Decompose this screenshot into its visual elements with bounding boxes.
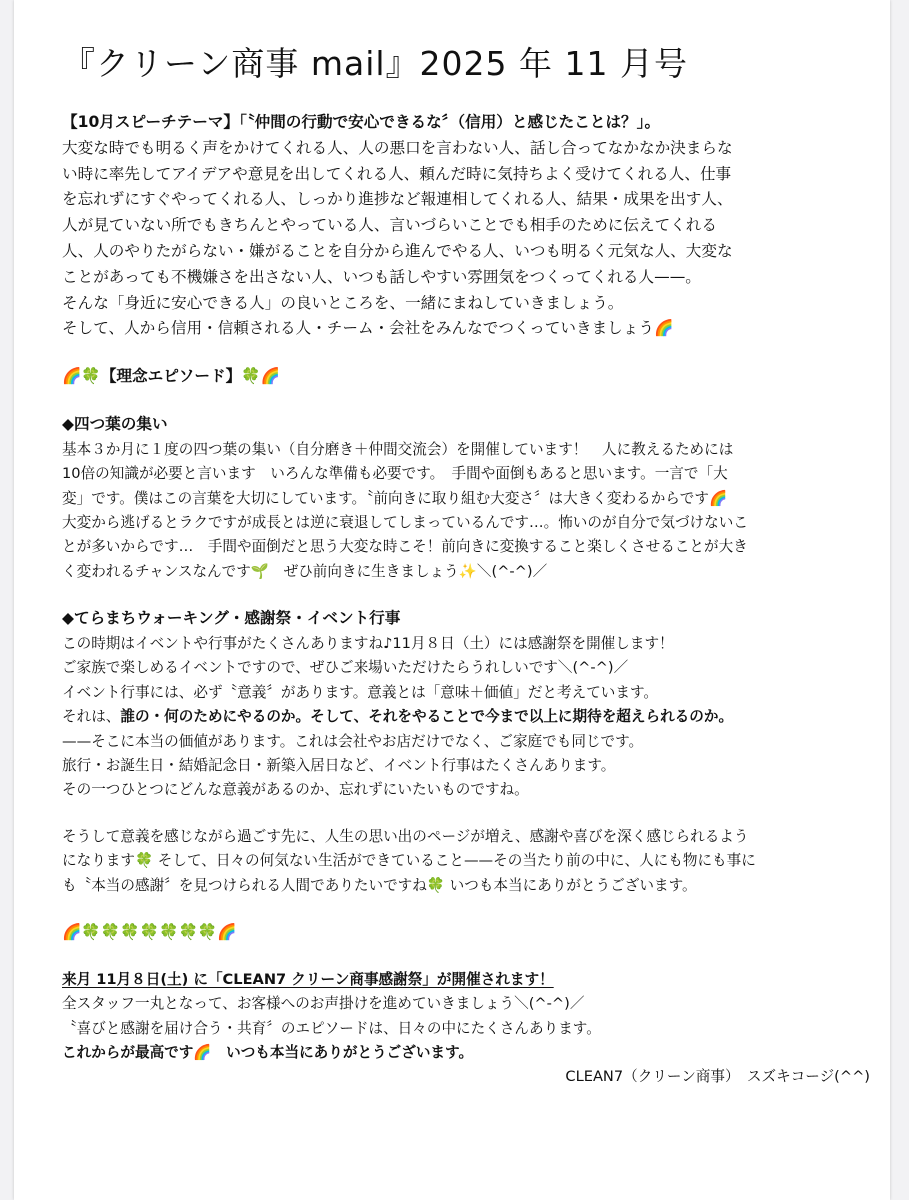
section-line: その一つひとつにどんな意義があるのか、忘れずにいたいものですね。: [62, 781, 529, 799]
section-line: 大変から逃げるとラクですが成長とは逆に衰退してしまっているんです…。怖いのが自分で気づけないこ: [62, 513, 748, 531]
section-line: く変われるチャンスなんです🌱 ぜひ前向きに生きましょう✨＼(^-^)／: [62, 562, 548, 580]
closing-line: これからが最高です🌈 いつも本当にありがとうございます。: [62, 1044, 474, 1062]
intro-line: い時に率先してアイデアや意見を出してくれる人、頼んだ時に気持ちよく受けてくれる人、仕事: [62, 164, 732, 183]
section-line-prefix: それは、: [62, 708, 121, 726]
episode-header: 🌈🍀【理念エピソード】🍀🌈: [62, 367, 281, 386]
section-line: この時期はイベントや行事がたくさんありますね♪11月８日（土）には感謝祭を開催します！: [62, 635, 674, 652]
announcement-line: 〝喜びと感謝を届け合う・共育〞のエピソードは、日々の中にたくさんあります。: [62, 1019, 601, 1037]
speech-theme: 【10月スピーチテーマ】「〝仲間の行動で安心できるな〞（信用）と感じたことは？」。: [62, 113, 661, 131]
intro-line: を忘れずにすぐやってくれる人、しっかり進捗など報連相してくれる人、結果・成果を出す人、: [62, 190, 733, 209]
section-line: ご家族で楽しめるイベントですので、ぜひご来場いただけたらうれしいです＼(^-^)／: [62, 659, 629, 677]
newsletter-page: [14, 0, 890, 1200]
section-line: 10倍の知識が必要と言います いろんな準備も必要です。 手間や面倒もあると思います。一言で「大: [62, 465, 728, 483]
section-events: [62, 606, 872, 803]
section-line: イベント行事には、必ず〝意義〞があります。意義とは「意味＋価値」だと考えています。: [62, 683, 659, 701]
section-line: 基本３か月に１度の四つ葉の集い（自分磨き＋仲間交流会）を開催しています！ 人に教えるためには: [62, 440, 734, 458]
section-line: ——そこに本当の価値があります。これは会社やお店だけでなく、ご家庭でも同じです。: [62, 732, 644, 750]
intro-line: 人が見ていない所でもきちんとやっている人、言いづらいことでも相手のために伝えてくれる: [62, 216, 717, 235]
announcement-headline: 来月 11月８日(土) に「CLEAN7 クリーン商事感謝祭」が開催されます！: [62, 970, 554, 988]
section-line: 変」です。僕はこの言葉を大切にしています。〝前向きに取り組む大変さ〞は大きく変わるからです🌈: [62, 489, 728, 507]
intro-line: そんな「身近に安心できる人」の良いところを、一緒にまねしていきましょう。: [62, 293, 624, 312]
section-gratitude: [62, 825, 872, 898]
section-line: [62, 705, 872, 729]
section-line: も〝本当の感謝〞を見つけられる人間でありたいですね🍀 いつも本当にありがとうございます。: [62, 876, 697, 894]
intro-line: ことがあっても不機嫌さを出さない人、いつも話しやすい雰囲気をつくってくれる人——。: [62, 267, 701, 286]
signature: CLEAN7（クリーン商事） スズキコージ(^^): [565, 1068, 870, 1086]
section-line: そうして意義を感じながら過ごす先に、人生の思い出のページが増え、感謝や喜びを深く感じられるよう: [62, 827, 749, 845]
announcement-line: 全スタッフ一丸となって、お客様へのお声掛けを進めていきましょう＼(^-^)／: [62, 995, 585, 1013]
section-line: になります🍀 そして、日々の何気ない生活ができていること——その当たり前の中に、人にも物にも事に: [62, 852, 756, 870]
intro-line: そして、人から信用・信頼される人・チーム・会社をみんなでつくっていきましょう🌈: [62, 319, 674, 338]
section-heading: ◆四つ葉の集い: [62, 414, 168, 433]
section-line-emphasis: 誰の・何のためにやるのか。そして、それをやることで今まで以上に期待を超えられるのか。: [120, 708, 734, 726]
intro-line: 人、人のやりたがらない・嫌がることを自分から進んでやる人、いつも明るく元気な人、大変な: [62, 241, 733, 260]
section-yotsuba: [62, 412, 872, 584]
intro-line: 大変な時でも明るく声をかけてくれる人、人の悪口を言わない人、話し合ってなかなか決まらな: [62, 138, 733, 157]
emoji-divider: 🌈🍀🍀🍀🍀🍀🍀🍀🌈: [62, 923, 237, 942]
section-heading: ◆てらまちウォーキング・感謝祭・イベント行事: [62, 609, 401, 628]
section-line: 旅行・お誕生日・結婚記念日・新築入居日など、イベント行事はたくさんあります。: [62, 757, 616, 775]
section-line: とが多いからです… 手間や面倒だと思う大変な時こそ！前向きに変換すること楽しくさせることが大き: [62, 538, 748, 556]
newsletter-body: [62, 110, 872, 1090]
newsletter-title: 『クリーン商事 mail』2025 年 11 月号: [62, 44, 688, 83]
announcement-section: [62, 968, 872, 1090]
intro-section: [62, 110, 872, 342]
